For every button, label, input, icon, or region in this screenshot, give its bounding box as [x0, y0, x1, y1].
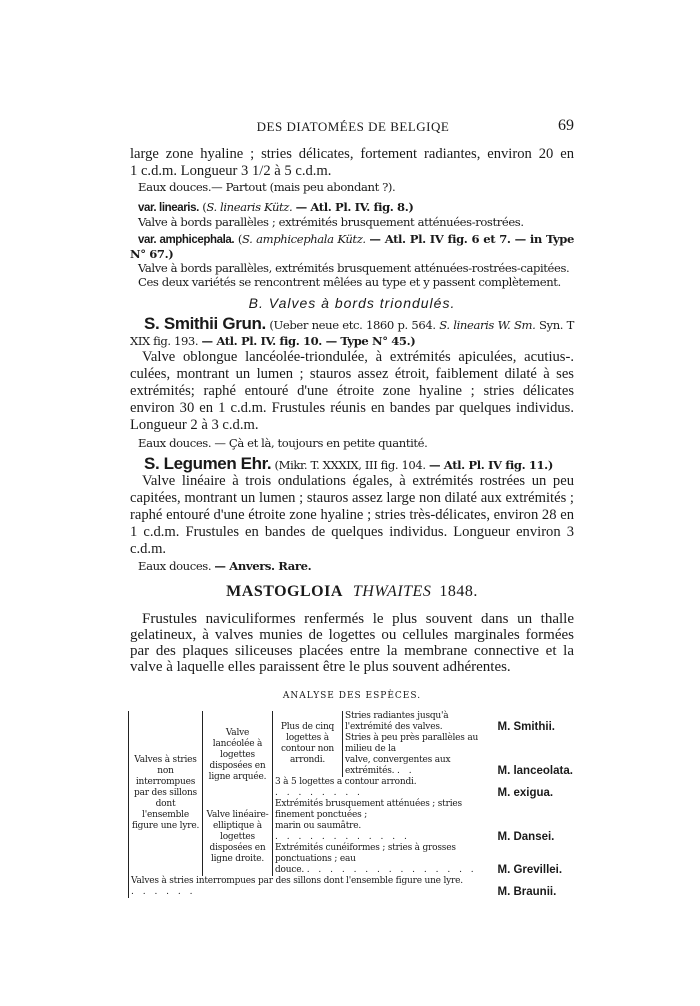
key-a2b-line1: Extrémités cunéiformes ; stries à grosses ponctuations ; eau: [275, 843, 456, 864]
species-result-exigua: M. exigua.: [497, 787, 554, 799]
key-a2a-line2-wrap: [275, 821, 492, 843]
section-b-title: B. Valves à bords triondulés.: [248, 295, 456, 311]
key-a1a: Plus de cinq logettes à contour non arrondi.: [273, 711, 343, 777]
intro-line-2: 1 c.d.m. Longueur 3 1/2 à 5 c.d.m.: [130, 163, 332, 179]
var-amphicephala-heading: [130, 232, 574, 261]
leader-dots: . . . . . . . .: [275, 788, 363, 798]
analysis-title: ANALYSE DES ESPÈCES.: [282, 691, 422, 701]
varieties-note: Ces deux variétés se rencontrent mêlées au type et y passent complètement.: [138, 275, 561, 289]
var-linearis-desc: Valve à bords parallèles ; extrémités brusquement atténuées-rostrées.: [138, 215, 524, 229]
key-a2a: [273, 799, 494, 843]
key-group-a: Valves à stries non interrompues par des sillons dont l'ensemble figure une lyre.: [129, 711, 203, 876]
legumen-ref-2: — Atl. Pl. IV fig. 11.): [428, 458, 553, 472]
smithii-name: S. Smithii Grun.: [144, 314, 266, 333]
species-result-dansei: M. Dansei.: [497, 831, 555, 843]
smithii-ref-2: Syn. T XIX fig. 193.: [130, 318, 574, 348]
legumen-description: Valve linéaire à trois ondulations égales, à extrémités rostrées un peu capitées, montrant un lumen ; stauros assez large non dilaté aux extrémités ; raphé entouré d'une étroite zone hyaline ; stries très-délicates, environ 28 en 1 c.d.m. Frustules en bandes de quelques individus. Longueur environ 3 c.d.m.: [130, 473, 574, 557]
var-linearis-ref: — Atl. Pl. IV. fig. 8.): [295, 200, 414, 214]
var-amphicephala-ref: — Atl. Pl. IV fig. 6 et 7. — in Type N° 67.): [130, 232, 574, 261]
species-key: [128, 711, 576, 898]
legumen-habitat: [130, 559, 574, 573]
species-result-lanceolata: M. lanceolata.: [497, 765, 573, 777]
smithii-ref-species: S. linearis W. Sm.: [439, 318, 536, 332]
legumen-name: S. Legumen Ehr.: [144, 454, 272, 473]
ref-open: (: [202, 200, 207, 214]
legumen-habitat-rest: — Anvers. Rare.: [214, 559, 312, 573]
species-smithii: [130, 316, 574, 450]
species-result-braunii: M. Braunii.: [497, 886, 557, 898]
genus-author: THWAITES: [352, 583, 432, 600]
legumen-heading: [130, 456, 574, 473]
page-body: [130, 146, 574, 898]
page-number: 69: [558, 117, 574, 134]
section-b-heading: [130, 295, 574, 313]
species-result-grevillei: M. Grevillei.: [497, 864, 563, 876]
var-amphicephala: [130, 232, 574, 289]
intro-habitat: Eaux douces.— Partout (mais peu abondant ?).: [138, 180, 396, 194]
ref-open: (: [237, 232, 243, 246]
key-a2a-line2: marin ou saumâtre.: [275, 821, 362, 831]
var-amphicephala-name: var. amphicephala.: [138, 234, 235, 246]
intro-line-1: large zone hyaline ; stries délicates, fortement radiantes, environ 20 en: [130, 146, 574, 162]
genus-description-block: [130, 611, 574, 675]
leader-dots: . . . . . . . . . . . .: [275, 832, 410, 842]
var-linearis: [130, 200, 574, 229]
key-a1a-ii: [343, 733, 494, 777]
key-a2: Valve linéaire-elliptique à logettes disposées en ligne droite.: [203, 799, 273, 876]
genus-name: MASTOGLOIA: [226, 583, 343, 600]
key-row-braunii: [129, 876, 576, 898]
smithii-habitat: Eaux douces. — Çà et là, toujours en petite quantité.: [138, 436, 428, 450]
key-a2b-line2: douce.: [275, 865, 305, 875]
analysis-title-block: [130, 685, 574, 703]
key-a2b-line2-wrap: [275, 865, 492, 876]
key-a2a-line1: Extrémités brusquement atténuées ; stries finement ponctuées ;: [275, 799, 462, 820]
genus-description: Frustules naviculiformes renfermés le plus souvent dans un thalle gelatineux, à valves munies de logettes ou cellules marginales formées par des plaques siliceuses placées entre la membrane connective et la valve à laquelle elles paraissent être le plus souvent adhérentes.: [130, 611, 574, 675]
key-a1a-ii-line2-wrap: [345, 755, 492, 777]
key-a1b: 3 à 5 logettes a contour arrondi.: [275, 777, 417, 787]
running-title: DES DIATOMÉES DE BELGIQE: [256, 119, 450, 134]
key-row-smithii: [129, 711, 576, 733]
key-a1a-i: Stries radiantes jusqu'à l'extrémité des valves.: [343, 711, 494, 733]
key-group-b: Valves à stries interrompues par des sillons dont l'ensemble figure une lyre.: [131, 876, 463, 886]
species-key-table: [128, 711, 576, 898]
smithii-description: Valve oblongue lancéolée-triondulée, à extrémités apiculées, acutius-. culées, montrant un lumen ; stauros assez étroit, faiblement dilaté à ses extrémités; raphé entouré d'une étroite zone hyaline ; stries délicates environ 30 en 1 c.d.m. Frustules réunis en bandes par quelques individus. Longueur 2 à 3 c.d.m.: [130, 349, 574, 433]
legumen-habitat-label: Eaux douces.: [138, 559, 212, 573]
smithii-ref-1: (Ueber neue etc. 1860 p. 564.: [269, 318, 436, 332]
key-group-b-cell: [129, 876, 494, 898]
intro-paragraph: [130, 146, 574, 194]
leader-dots: . .: [396, 766, 415, 776]
smithii-ref-3: — Atl. Pl. IV. fig. 10. — Type N° 45.): [201, 334, 416, 348]
key-a1a-ii-line1: Stries à peu près parallèles au milieu de la: [345, 733, 479, 754]
smithii-heading: [130, 316, 574, 349]
genus-heading: [130, 583, 574, 601]
key-a2b: [273, 843, 494, 876]
key-a1b-cell: [273, 777, 494, 799]
legumen-ref-1: (Mikr. T. XXXIX, III fig. 104.: [274, 458, 426, 472]
leader-dots: . . . . . .: [131, 887, 196, 897]
var-linearis-species: S. linearis Kütz.: [206, 200, 293, 214]
var-linearis-name: var. linearis.: [138, 202, 199, 214]
key-a1a-ii-line2: valve, convergentes aux extrémités.: [345, 755, 451, 776]
key-a1: Valve lancéolée à logettes disposées en ligne arquée.: [203, 711, 273, 799]
species-result-smithii: M. Smithii.: [497, 721, 555, 733]
var-amphicephala-desc: Valve à bords parallèles, extrémités brusquement atténuées-rostrées-capitées.: [138, 261, 570, 275]
genus-year: 1848.: [439, 583, 478, 600]
leader-dots: . . . . . . . . . . . . . . .: [306, 865, 477, 875]
var-amphicephala-species: S. amphicephala Kütz.: [242, 232, 366, 246]
species-legumen: [130, 456, 574, 573]
var-linearis-heading: [130, 200, 574, 215]
page-header: [132, 117, 574, 137]
